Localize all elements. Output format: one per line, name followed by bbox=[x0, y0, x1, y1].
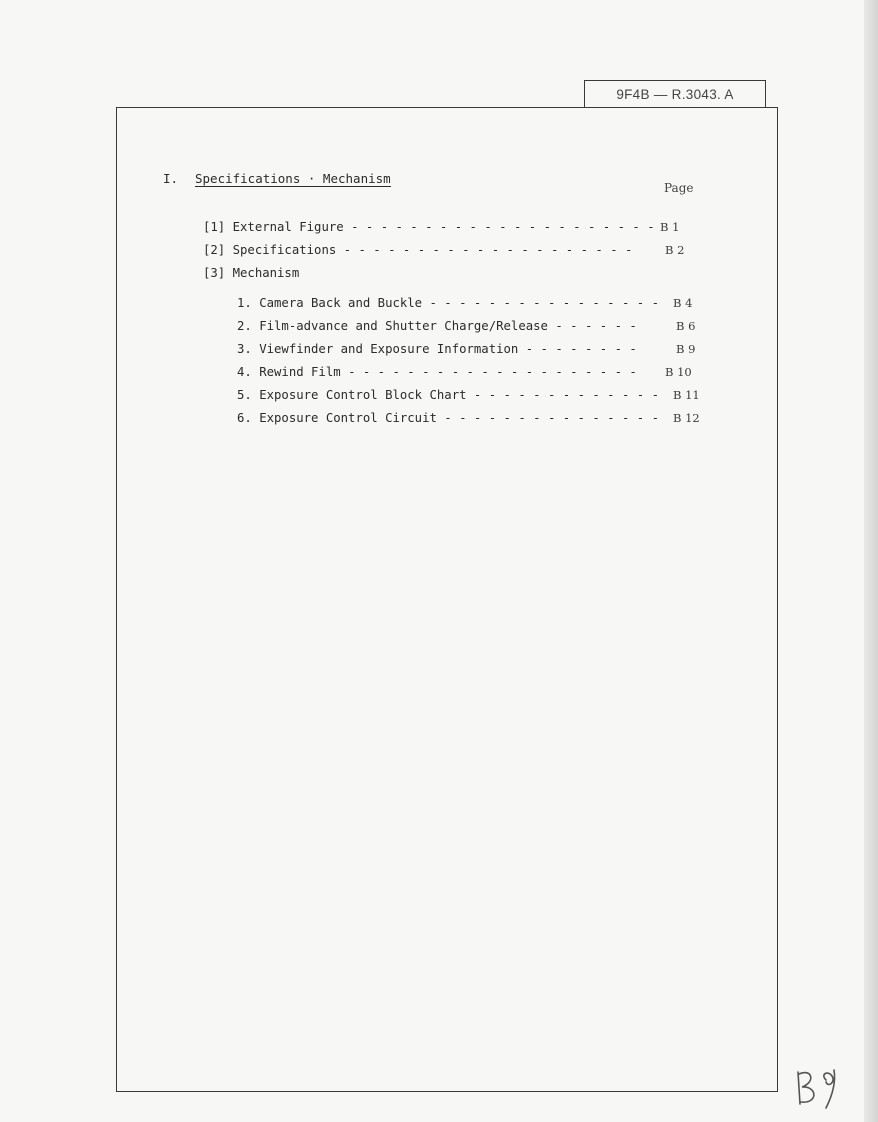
handwritten-mark bbox=[790, 1062, 850, 1112]
toc-subentry-page: B 12 bbox=[673, 411, 700, 425]
document-code: 9F4B — R.3043. A bbox=[584, 80, 766, 108]
toc-subentry-label: 3. Viewfinder and Exposure Information bbox=[237, 342, 519, 356]
toc-entry-leader: - - - - - - - - - - - - - - - - - - - - - bbox=[351, 220, 655, 234]
toc-subentry bbox=[237, 341, 696, 357]
toc-subentry bbox=[237, 387, 700, 403]
toc-entry bbox=[203, 242, 685, 258]
section-heading bbox=[163, 171, 391, 186]
section-title: Specifications · Mechanism bbox=[195, 171, 391, 186]
toc-subentry-leader: - - - - - - - - - - - - - - - - bbox=[429, 296, 660, 310]
toc-entry-page: B 1 bbox=[660, 220, 680, 234]
toc-entry-leader: - - - - - - - - - - - - - - - - - - - - bbox=[343, 243, 633, 257]
toc-subentry bbox=[237, 318, 696, 334]
scan-edge bbox=[864, 0, 878, 1122]
toc-subentry-leader: - - - - - - bbox=[555, 319, 637, 333]
toc-subentry-leader: - - - - - - - - - - - - - - - bbox=[444, 411, 659, 425]
toc-subentry-page: B 11 bbox=[673, 388, 700, 402]
toc-subentry-label: 6. Exposure Control Circuit bbox=[237, 411, 437, 425]
toc-entry bbox=[203, 219, 680, 235]
toc-subentry-page: B 9 bbox=[676, 342, 696, 356]
toc-entry-label: [3] Mechanism bbox=[203, 266, 300, 280]
toc-subentry-page: B 4 bbox=[673, 296, 693, 310]
toc-subentry bbox=[237, 410, 700, 426]
toc-subentry-leader: - - - - - - - - - - - - - bbox=[473, 388, 660, 402]
toc-subentry-label: 5. Exposure Control Block Chart bbox=[237, 388, 467, 402]
toc-entry-page: B 2 bbox=[665, 243, 685, 257]
page-column-header: Page bbox=[664, 181, 694, 195]
toc-subentry bbox=[237, 364, 692, 380]
toc-entry-label: [2] Specifications bbox=[203, 243, 337, 257]
toc-entry-label: [1] External Figure bbox=[203, 220, 344, 234]
toc-subentry-label: 1. Camera Back and Buckle bbox=[237, 296, 423, 310]
toc-subentry-label: 2. Film-advance and Shutter Charge/Release bbox=[237, 319, 548, 333]
toc-subentry-page: B 6 bbox=[676, 319, 696, 333]
section-number: I. bbox=[163, 171, 179, 186]
toc-subentry-label: 4. Rewind Film bbox=[237, 365, 341, 379]
toc-subentry-leader: - - - - - - - - bbox=[525, 342, 637, 356]
toc-subentry bbox=[237, 295, 693, 311]
toc-subentry-leader: - - - - - - - - - - - - - - - - - - - - bbox=[348, 365, 637, 379]
toc-entry bbox=[203, 265, 299, 281]
toc-subentry-page: B 10 bbox=[665, 365, 692, 379]
